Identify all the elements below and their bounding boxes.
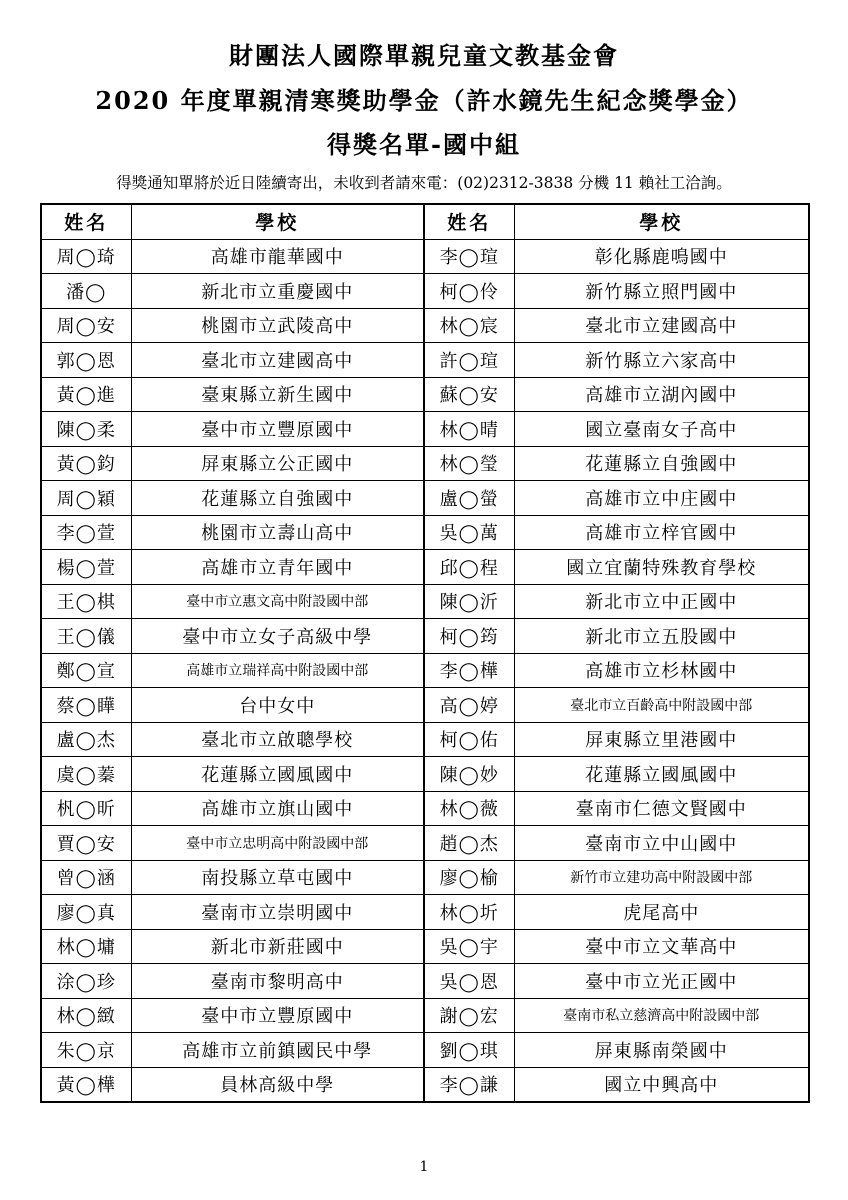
school-left-cell: 屏東縣立公正國中	[131, 446, 424, 481]
school-right-cell: 新北市立中正國中	[514, 584, 809, 619]
school-left-cell: 高雄市立青年國中	[131, 550, 424, 585]
school-right-cell: 臺南市私立慈濟高中附設國中部	[514, 998, 809, 1033]
school-right-cell: 高雄市立梓官國中	[514, 515, 809, 550]
table-row	[41, 619, 809, 654]
name-right-cell: 廖◯榆	[424, 860, 514, 895]
name-left-cell: 黃◯進	[41, 377, 131, 412]
name-left-cell: 陳◯柔	[41, 412, 131, 447]
table-row	[41, 929, 809, 964]
school-right-cell: 新竹市立建功高中附設國中部	[514, 860, 809, 895]
name-left-cell: 周◯琦	[41, 239, 131, 274]
name-left-cell: 廖◯真	[41, 895, 131, 930]
school-right-cell: 虎尾高中	[514, 895, 809, 930]
table-row	[41, 550, 809, 585]
name-left-cell: 王◯儀	[41, 619, 131, 654]
school-right-cell: 臺北市立百齡高中附設國中部	[514, 688, 809, 723]
name-right-cell: 高◯婷	[424, 688, 514, 723]
name-right-cell: 謝◯宏	[424, 998, 514, 1033]
school-left-cell: 臺東縣立新生國中	[131, 377, 424, 412]
school-left-cell: 臺北市立啟聰學校	[131, 722, 424, 757]
header-school-left: 學校	[131, 204, 424, 239]
school-left-cell: 新北市新莊國中	[131, 929, 424, 964]
school-right-cell: 臺中市立光正國中	[514, 964, 809, 999]
table-row	[41, 826, 809, 861]
table-row	[41, 377, 809, 412]
name-right-cell: 林◯圻	[424, 895, 514, 930]
school-right-cell: 新竹縣立照門國中	[514, 274, 809, 309]
table-row	[41, 343, 809, 378]
name-right-cell: 趙◯杰	[424, 826, 514, 861]
name-right-cell: 林◯薇	[424, 791, 514, 826]
name-right-cell: 吳◯宇	[424, 929, 514, 964]
school-left-cell: 花蓮縣立自強國中	[131, 481, 424, 516]
name-left-cell: 盧◯杰	[41, 722, 131, 757]
school-left-cell: 臺中市立忠明高中附設國中部	[131, 826, 424, 861]
school-left-cell: 員林高級中學	[131, 1067, 424, 1102]
table-row	[41, 239, 809, 274]
school-left-cell: 臺中市立豐原國中	[131, 998, 424, 1033]
school-right-cell: 屏東縣南榮國中	[514, 1033, 809, 1068]
name-right-cell: 盧◯螢	[424, 481, 514, 516]
school-left-cell: 桃園市立壽山高中	[131, 515, 424, 550]
school-left-cell: 臺中市立豐原國中	[131, 412, 424, 447]
scholarship-title: 2020 年度單親清寒獎助學金（許水鏡先生紀念獎學金）	[95, 86, 753, 115]
name-left-cell: 曾◯涵	[41, 860, 131, 895]
name-right-cell: 吳◯萬	[424, 515, 514, 550]
table-header-row	[41, 204, 809, 239]
table-row	[41, 412, 809, 447]
school-left-cell: 桃園市立武陵高中	[131, 308, 424, 343]
name-left-cell: 潘◯	[41, 274, 131, 309]
name-right-cell: 陳◯妙	[424, 757, 514, 792]
foundation-title: 財團法人國際單親兒童文教基金會	[229, 41, 619, 70]
school-right-cell: 臺中市立文華高中	[514, 929, 809, 964]
table-row	[41, 757, 809, 792]
name-left-cell: 虞◯蓁	[41, 757, 131, 792]
school-right-cell: 臺北市立建國高中	[514, 308, 809, 343]
school-left-cell: 臺南市黎明高中	[131, 964, 424, 999]
name-right-cell: 李◯瑄	[424, 239, 514, 274]
school-left-cell: 臺中市立惠文高中附設國中部	[131, 584, 424, 619]
name-right-cell: 蘇◯安	[424, 377, 514, 412]
name-left-cell: 林◯墉	[41, 929, 131, 964]
name-left-cell: 周◯穎	[41, 481, 131, 516]
name-left-cell: 郭◯恩	[41, 343, 131, 378]
name-right-cell: 林◯晴	[424, 412, 514, 447]
name-left-cell: 涂◯珍	[41, 964, 131, 999]
name-right-cell: 李◯樺	[424, 653, 514, 688]
name-left-cell: 林◯緻	[41, 998, 131, 1033]
name-left-cell: 楊◯萱	[41, 550, 131, 585]
table-row	[41, 998, 809, 1033]
name-left-cell: 賈◯安	[41, 826, 131, 861]
school-left-cell: 南投縣立草屯國中	[131, 860, 424, 895]
table-row	[41, 964, 809, 999]
school-right-cell: 屏東縣立里港國中	[514, 722, 809, 757]
school-right-cell: 新竹縣立六家高中	[514, 343, 809, 378]
school-right-cell: 高雄市立中庄國中	[514, 481, 809, 516]
school-right-cell: 新北市立五股國中	[514, 619, 809, 654]
table-row	[41, 1067, 809, 1102]
awardee-table	[40, 203, 810, 1103]
header-name-right: 姓名	[424, 204, 514, 239]
name-right-cell: 林◯宸	[424, 308, 514, 343]
name-left-cell: 鄭◯宣	[41, 653, 131, 688]
school-left-cell: 高雄市立前鎮國民中學	[131, 1033, 424, 1068]
table-row	[41, 688, 809, 723]
school-left-cell: 高雄市立旗山國中	[131, 791, 424, 826]
school-left-cell: 臺南市立崇明國中	[131, 895, 424, 930]
school-left-cell: 台中女中	[131, 688, 424, 723]
name-left-cell: 王◯棋	[41, 584, 131, 619]
name-left-cell: 黃◯樺	[41, 1067, 131, 1102]
name-left-cell: 蔡◯瞱	[41, 688, 131, 723]
school-right-cell: 國立臺南女子高中	[514, 412, 809, 447]
name-right-cell: 柯◯筠	[424, 619, 514, 654]
school-left-cell: 高雄市立瑞祥高中附設國中部	[131, 653, 424, 688]
table-row	[41, 791, 809, 826]
name-left-cell: 杋◯昕	[41, 791, 131, 826]
school-left-cell: 花蓮縣立國風國中	[131, 757, 424, 792]
school-right-cell: 國立宜蘭特殊教育學校	[514, 550, 809, 585]
school-right-cell: 高雄市立杉林國中	[514, 653, 809, 688]
school-right-cell: 彰化縣鹿鳴國中	[514, 239, 809, 274]
table-row	[41, 722, 809, 757]
name-right-cell: 陳◯沂	[424, 584, 514, 619]
school-right-cell: 國立中興高中	[514, 1067, 809, 1102]
name-left-cell: 黃◯鈞	[41, 446, 131, 481]
table-row	[41, 1033, 809, 1068]
name-left-cell: 朱◯京	[41, 1033, 131, 1068]
header-name-left: 姓名	[41, 204, 131, 239]
school-right-cell: 臺南市立中山國中	[514, 826, 809, 861]
table-body	[41, 239, 809, 1102]
name-right-cell: 柯◯佑	[424, 722, 514, 757]
table-row	[41, 584, 809, 619]
header-school-right: 學校	[514, 204, 809, 239]
name-right-cell: 吳◯恩	[424, 964, 514, 999]
table-row	[41, 895, 809, 930]
table-row	[41, 515, 809, 550]
school-left-cell: 臺北市立建國高中	[131, 343, 424, 378]
name-left-cell: 周◯安	[41, 308, 131, 343]
name-right-cell: 李◯謙	[424, 1067, 514, 1102]
table-row	[41, 653, 809, 688]
list-subtitle: 得獎名單-國中組	[327, 130, 521, 159]
name-right-cell: 邱◯程	[424, 550, 514, 585]
name-right-cell: 林◯瑩	[424, 446, 514, 481]
school-left-cell: 新北市立重慶國中	[131, 274, 424, 309]
school-right-cell: 花蓮縣立自強國中	[514, 446, 809, 481]
school-right-cell: 花蓮縣立國風國中	[514, 757, 809, 792]
notice-text: 得獎通知單將於近日陸續寄出，未收到者請來電：(02)2312-3838 分機 11 賴社工洽詢。	[116, 174, 732, 192]
school-right-cell: 高雄市立湖內國中	[514, 377, 809, 412]
table-row	[41, 860, 809, 895]
school-left-cell: 高雄市龍華國中	[131, 239, 424, 274]
page-number: 1	[419, 1159, 429, 1175]
name-right-cell: 劉◯琪	[424, 1033, 514, 1068]
table-row	[41, 446, 809, 481]
name-right-cell: 許◯瑄	[424, 343, 514, 378]
table-row	[41, 481, 809, 516]
table-row	[41, 274, 809, 309]
name-right-cell: 柯◯伶	[424, 274, 514, 309]
table-row	[41, 308, 809, 343]
school-left-cell: 臺中市立女子高級中學	[131, 619, 424, 654]
name-left-cell: 李◯萱	[41, 515, 131, 550]
school-right-cell: 臺南市仁德文賢國中	[514, 791, 809, 826]
